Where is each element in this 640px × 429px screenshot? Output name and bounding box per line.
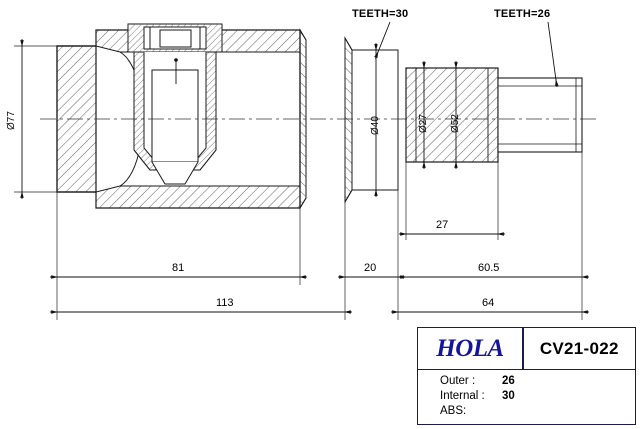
spec-key-outer: Outer : <box>440 375 476 387</box>
spec-key-internal: Internal : <box>440 390 485 402</box>
diameter-77-label: Ø77 <box>6 111 17 130</box>
spec-value-internal: 30 <box>502 390 515 402</box>
part-info-header <box>418 328 635 370</box>
teeth-right-label: TEETH=26 <box>494 8 551 20</box>
dimension-81-label: 81 <box>172 262 185 274</box>
part-number: CV21-022 <box>539 338 619 358</box>
dimension-20-label: 20 <box>364 262 377 274</box>
spec-list <box>418 370 635 419</box>
brand-logo: HOLA <box>436 334 504 362</box>
spec-row-internal <box>440 389 635 404</box>
part-info-box <box>417 327 636 425</box>
diameter-52-label: Ø52 <box>450 114 461 133</box>
spec-row-abs <box>440 404 635 419</box>
dimension-60-5-label: 60.5 <box>478 262 500 274</box>
spec-value-outer: 26 <box>502 375 515 387</box>
spec-key-abs: ABS: <box>440 405 467 417</box>
dimension-27-label: 27 <box>436 219 449 231</box>
diameter-40-label: Ø40 <box>370 116 381 135</box>
spec-row-outer <box>440 374 635 389</box>
dimension-64-label: 64 <box>482 297 495 309</box>
dimension-113-label: 113 <box>216 297 234 309</box>
diameter-27-label: Ø27 <box>418 114 429 133</box>
teeth-left-label: TEETH=30 <box>352 8 409 20</box>
